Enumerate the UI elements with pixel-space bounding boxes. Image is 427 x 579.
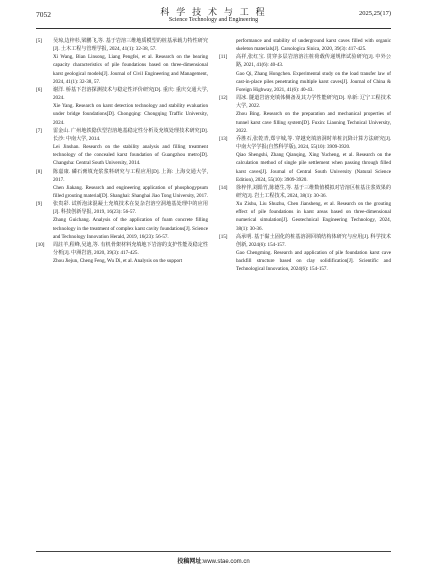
footer-url[interactable]: www.stae.com.cn — [203, 559, 250, 565]
reference-number: [6] — [36, 86, 42, 93]
reference-text-en: Zhou Bing. Research on the preparation and mechanical properties of tunnel karst cave filling system[D]. Fuxin: Liaoning Technical University, 2022. — [236, 111, 391, 134]
page-header — [0, 0, 427, 38]
reference-item — [36, 200, 208, 241]
reference-text-en: Zhou Jiejun, Cheng Feng, Wu Di, et al. Analysis on the support — [53, 258, 183, 265]
reference-text-en: Xu Zishu, Liu Shuzhu, Chen Jiansheng, et al. Research on the grouting effect of pile foundations in karst areas based on three-dimensional numerical simulation[J]. Geotechnical Engineering Technology, 2024, 38(1): 30-36. — [236, 201, 391, 232]
reference-item — [219, 135, 391, 184]
footer-label: 投稿网址 — [177, 559, 202, 565]
reference-number: [13] — [219, 135, 228, 142]
reference-item — [36, 127, 208, 168]
reference-item — [219, 53, 391, 94]
reference-text-en: Xie Yang. Research on karst detection technology and stability evaluation under bridge foundations[D]. Chongqing: Chongqing Traffic University, 2024. — [53, 103, 208, 126]
reference-item — [219, 94, 391, 135]
reference-text-cn: 谢洋. 桥基下岩溶探测技术与稳定性评价研究[D]. 重庆: 重庆交通大学, 2024. — [53, 86, 208, 102]
journal-title-en: Science Technology and Engineering — [168, 17, 259, 23]
reference-text-cn: 雷金山. 广州地铁隐伏型岩溶地基稳定性分析及充填处理技术研究[D]. 长沙: 中南大学, 2014. — [53, 127, 208, 142]
page-number: 7052 — [36, 10, 51, 19]
footer-separator: : — [201, 559, 203, 565]
reference-number: [15] — [219, 233, 228, 240]
reference-text-en: Qiao Shengshi, Zhang Qianqing, Xing Yucheng, et al. Research on the calculation method of single pile settlement when passing through filled karst caves[J]. Journal of Central South University (Natural Science Edition), 2024, 55(10): 3909-3920. — [236, 152, 391, 183]
reference-text-en: Lei Jinshan. Research on the stability analysis and filling treatment technology of the concealed karst foundation of Guangzhou metro[D]. Changsha: Central South University, 2014. — [53, 144, 208, 167]
reference-text-cn: 高祥,张红宝. 贯穿多层岩溶溶注桩荷载传递规律试验研究[J]. 中外公路, 2021, 41(6): 40-43. — [236, 54, 391, 69]
reference-item-continued — [219, 37, 391, 53]
reference-item — [36, 86, 208, 127]
reference-text-cn: 徐梓伴,刘鉛竹,陈德生,等. 基于三维数值模拟对岩溶区桩基注浆效果的研究[J]. 岩土工程技术, 2024, 38(1): 30-36. — [236, 184, 391, 199]
references-right-column — [219, 37, 391, 274]
reference-text-cn: 高承明. 基于黏土固化的桩基溶洞回填结构体研究与应用[J]. 科学技术创新, 2024(6): 154-157. — [236, 233, 391, 248]
reference-text-cn: 乔胜石,张乾青,郑宇城,等. 穿越充填溶洞时单桩沉降计算方法研究[J]. 中南大学学报(自然科学版), 2024, 55(10): 3909-3920. — [236, 135, 391, 151]
reference-item — [36, 168, 208, 201]
reference-item — [36, 241, 208, 265]
reference-item — [219, 233, 391, 274]
reference-number: [5] — [36, 38, 42, 44]
reference-text-cn: 陈嘉康. 磷石膏填充浆浆料研究与工程应用[D]. 上海: 上海交通大学, 2017. — [53, 168, 208, 183]
reference-text-en: Xi Wang, Bian Linsong, Liang Pengfei, et al. Research on the bearing capacity characteristics of pile foundations based on three-dimensional karst geological models[J]. Journal of Civil Engineering and Management, 2024, 41(1): 32-38, 57. — [53, 54, 208, 85]
reference-text-en: performance and stability of underground karst caves filled with organic skeleton materials[J]. Carsologica Sinica, 2020, 39(3): 417-425. — [236, 38, 391, 53]
footer-rule — [36, 551, 391, 552]
reference-item — [219, 184, 391, 233]
reference-text-cn: 张贵彩. 试析泡沫混凝土充填技术在复杂岩溶空洞地基处理中的应用[J]. 科技创新导报, 2019, 16(23): 56-57. — [53, 201, 208, 216]
reference-number: [9] — [36, 201, 42, 208]
reference-text-cn: 周冰. 隧道岩溶充填体侧备及其力学性能研究[D]. 阜新: 辽宁工程技术大学, 2022. — [236, 95, 391, 110]
header-rule — [36, 28, 391, 29]
reference-number: [8] — [36, 168, 42, 175]
reference-text-en: Zhang Guichang. Analysis of the application of foam concrete filling technology in the treatment of complex karst cavity foundations[J]. Science and Technology Innovation Herald, 2019, 16(23): 56-57. — [53, 217, 208, 240]
reference-number: [7] — [36, 127, 42, 134]
reference-number: [10] — [36, 241, 45, 248]
issue-info: 2025,25(17) — [359, 10, 391, 17]
reference-number: [12] — [219, 95, 228, 102]
reference-text-cn: 周註羊,程峰,吴迪,等. 有机骨架材料充填地下岩溶的支护性能及稳定性分析[J]. 中洲岩溶, 2020, 39(3): 417-425. — [53, 241, 208, 257]
reference-number: [14] — [219, 184, 228, 191]
reference-item — [36, 37, 208, 86]
reference-text-en: Gao Chengming. Research and application of pile foundation karst cave backfill structure based on clay solidification[J]. Scientific and Technological Innovation, 2024(6): 154-157. — [236, 250, 391, 273]
reference-number: [11] — [219, 54, 228, 61]
page-footer — [0, 556, 427, 565]
reference-text-en: Chen Jiakang. Research and engineering application of phosphogypsum filled grouting material[D]. Shanghai: Shanghai Jiao Tong University, 2017. — [53, 184, 208, 199]
reference-text-cn: 吴琼,边梓杉,梁鹏飞,等. 基于岩溶三维地质模型的桩基承载力特性研究[J]. 土木工程与管理学报, 2024, 41(1): 32-38, 57. — [53, 38, 208, 53]
references-left-column — [36, 37, 208, 265]
journal-title-cn: 科 学 技 术 与 工 程 — [160, 8, 267, 18]
reference-text-en: Gao Qi, Zhang Hongchen. Experimental study on the load transfer law of cast-in-place piles penetrating multiple karst caves[J]. Journal of China & Foreign Highway, 2021, 41(6): 40-43. — [236, 70, 391, 93]
